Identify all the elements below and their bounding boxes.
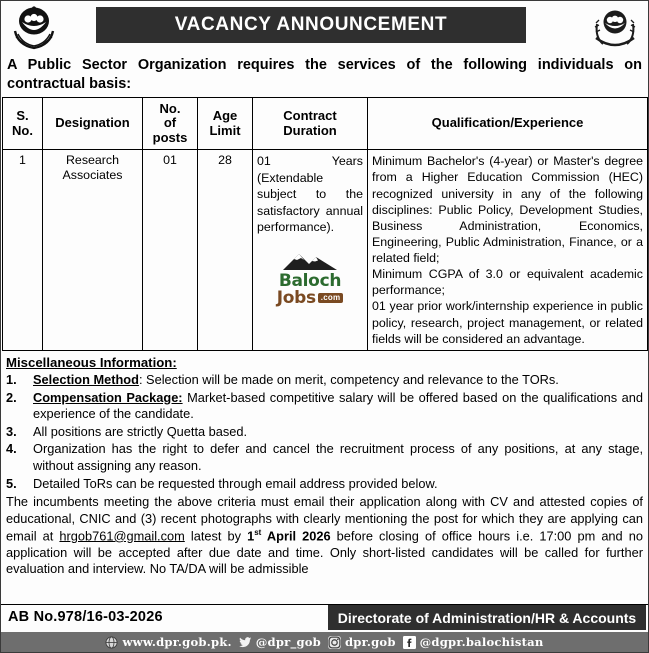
misc-item-1-number: 1. xyxy=(6,371,17,387)
social-instagram[interactable] xyxy=(328,635,396,649)
balochjobs-watermark xyxy=(267,250,353,307)
col-contract-duration-l1: Contract xyxy=(283,107,337,123)
misc-item-3-text: All positions are strictly Quetta based. xyxy=(33,423,248,439)
misc-item-1 xyxy=(6,372,643,389)
social-instagram-label: dpr.gob xyxy=(345,635,396,649)
footer-top-row xyxy=(1,604,648,632)
watermark-word-jobs: Jobs xyxy=(276,287,316,308)
qualification-line-1: Minimum Bachelor's (4-year) or Master's degree from a Higher Education Commission (HEC) recognized university in any of the following disciplines: Public Policy, Development Studies, Business Administration, Economics, Engineering, Public Administration, Finance, or a related field; xyxy=(372,154,643,266)
cell-serial-no: 1 xyxy=(3,150,43,351)
deadline-date-suffix: st xyxy=(254,527,262,537)
social-website[interactable] xyxy=(105,635,231,649)
misc-item-1-body xyxy=(33,372,643,389)
misc-item-2-number: 2. xyxy=(6,389,17,405)
cell-qualification xyxy=(368,150,648,351)
col-no-of-posts xyxy=(143,97,198,150)
vacancy-table xyxy=(2,97,648,351)
misc-item-2-lead: Compensation Package: xyxy=(33,389,183,405)
social-twitter[interactable] xyxy=(239,635,321,649)
application-instructions-paragraph xyxy=(6,494,643,577)
misc-item-3-number: 3. xyxy=(6,423,17,439)
col-serial-no xyxy=(3,97,43,150)
misc-item-5-text: Detailed ToRs can be requested through email address provided below. xyxy=(33,475,438,491)
twitter-icon xyxy=(239,636,252,649)
misc-item-5 xyxy=(6,476,643,493)
instructions-part-3: before closing of office hours i.e. 17:00 pm and no application will be accepted after due date and time. Only short-listed candidates will be called for further evaluation and interview. No TA/DA will be admissible xyxy=(6,527,643,577)
col-contract-duration-l2: Duration xyxy=(283,122,337,138)
watermark-dotcom: .com xyxy=(318,293,343,303)
qualification-line-2: Minimum CGPA of 3.0 or equivalent academic performance; xyxy=(372,267,643,298)
col-designation xyxy=(43,97,143,150)
misc-item-3 xyxy=(6,424,643,441)
page-footer xyxy=(1,604,648,652)
col-age-limit-l1: Age xyxy=(212,107,238,123)
social-facebook[interactable] xyxy=(403,635,544,649)
application-email-link[interactable]: hrgob761@gmail.com xyxy=(59,527,185,543)
col-no-of-posts-l3: posts xyxy=(152,129,188,145)
table-row xyxy=(3,150,648,351)
deadline-date-rest: April 2026 xyxy=(261,527,331,543)
government-emblem-left-icon xyxy=(9,4,59,52)
col-no-of-posts-l2: of xyxy=(163,115,177,131)
social-twitter-label: @dpr_gob xyxy=(255,635,321,649)
table-header-row xyxy=(3,97,648,150)
instructions-part-1: The incumbents meeting the above criteria must email their application along with CV and attested copies of educational, CNIC and (3) recent photographs with clearly mentioning the post for which they are applying can email at xyxy=(6,494,643,543)
mountain-icon xyxy=(279,250,341,272)
vacancy-banner: VACANCY ANNOUNCEMENT xyxy=(96,7,526,43)
directorate-band: Directorate of Administration/HR & Accounts xyxy=(328,605,646,630)
ab-number: AB No.978/16-03-2026 xyxy=(8,609,163,625)
page-header xyxy=(1,1,648,55)
cell-no-of-posts: 01 xyxy=(143,150,198,351)
misc-item-4 xyxy=(6,441,643,474)
social-facebook-label: @dgpr.balochistan xyxy=(419,635,544,649)
instagram-icon xyxy=(328,636,341,649)
instructions-part-2: latest by xyxy=(184,527,248,543)
social-media-bar xyxy=(1,632,648,652)
misc-item-4-text: Organization has the right to defer and cancel the recruitment process of any positions, at any stage, without assigning any reason. xyxy=(33,441,643,474)
col-designation-l1: Designation xyxy=(55,115,130,131)
cell-contract-duration xyxy=(253,150,368,351)
col-qualification xyxy=(368,97,648,150)
misc-item-2 xyxy=(6,390,643,423)
misc-item-1-text: Selection will be made on merit, competency and relevance to the TORs. xyxy=(142,371,559,387)
col-serial-no-l1: S. xyxy=(16,107,29,123)
globe-icon xyxy=(105,636,118,649)
misc-item-2-text: Market-based competitive salary will be offered based on the qualifications and experience of the candidate. xyxy=(33,389,643,422)
col-qualification-l1: Qualification/Experience xyxy=(431,115,584,131)
intro-paragraph: A Public Sector Organization requires the services of the following individuals on contractual basis: xyxy=(7,57,642,92)
miscellaneous-information-section xyxy=(1,351,648,578)
government-emblem-right-icon xyxy=(590,4,640,52)
misc-item-5-number: 5. xyxy=(6,475,17,491)
misc-item-2-body xyxy=(33,390,643,423)
social-website-label: www.dpr.gob.pk. xyxy=(122,635,232,649)
facebook-icon xyxy=(403,636,416,649)
cell-age-limit: 28 xyxy=(198,150,253,351)
qualification-line-3: 01 year prior work/internship experience in public policy, research, project management, or related fields will be considered an advantage. xyxy=(372,299,643,346)
watermark-row-jobs xyxy=(267,287,353,308)
misc-item-1-lead-tail: : xyxy=(138,371,143,387)
cell-designation: Research Associates xyxy=(43,150,143,351)
misc-item-1-lead: Selection Method xyxy=(33,371,139,387)
misc-title: Miscellaneous Information: xyxy=(6,354,177,370)
col-no-of-posts-l1: No. xyxy=(159,100,181,116)
col-serial-no-l2: No. xyxy=(12,122,33,138)
watermark-word-baloch: Baloch xyxy=(278,270,342,291)
misc-item-4-number: 4. xyxy=(6,441,17,457)
col-age-limit xyxy=(198,97,253,150)
col-contract-duration xyxy=(253,97,368,150)
deadline-date-number: 1 xyxy=(247,527,255,543)
contract-duration-text: 01 Years (Extendable subject to the satisfactory annual performance). xyxy=(257,154,363,235)
col-age-limit-l2: Limit xyxy=(209,122,241,138)
